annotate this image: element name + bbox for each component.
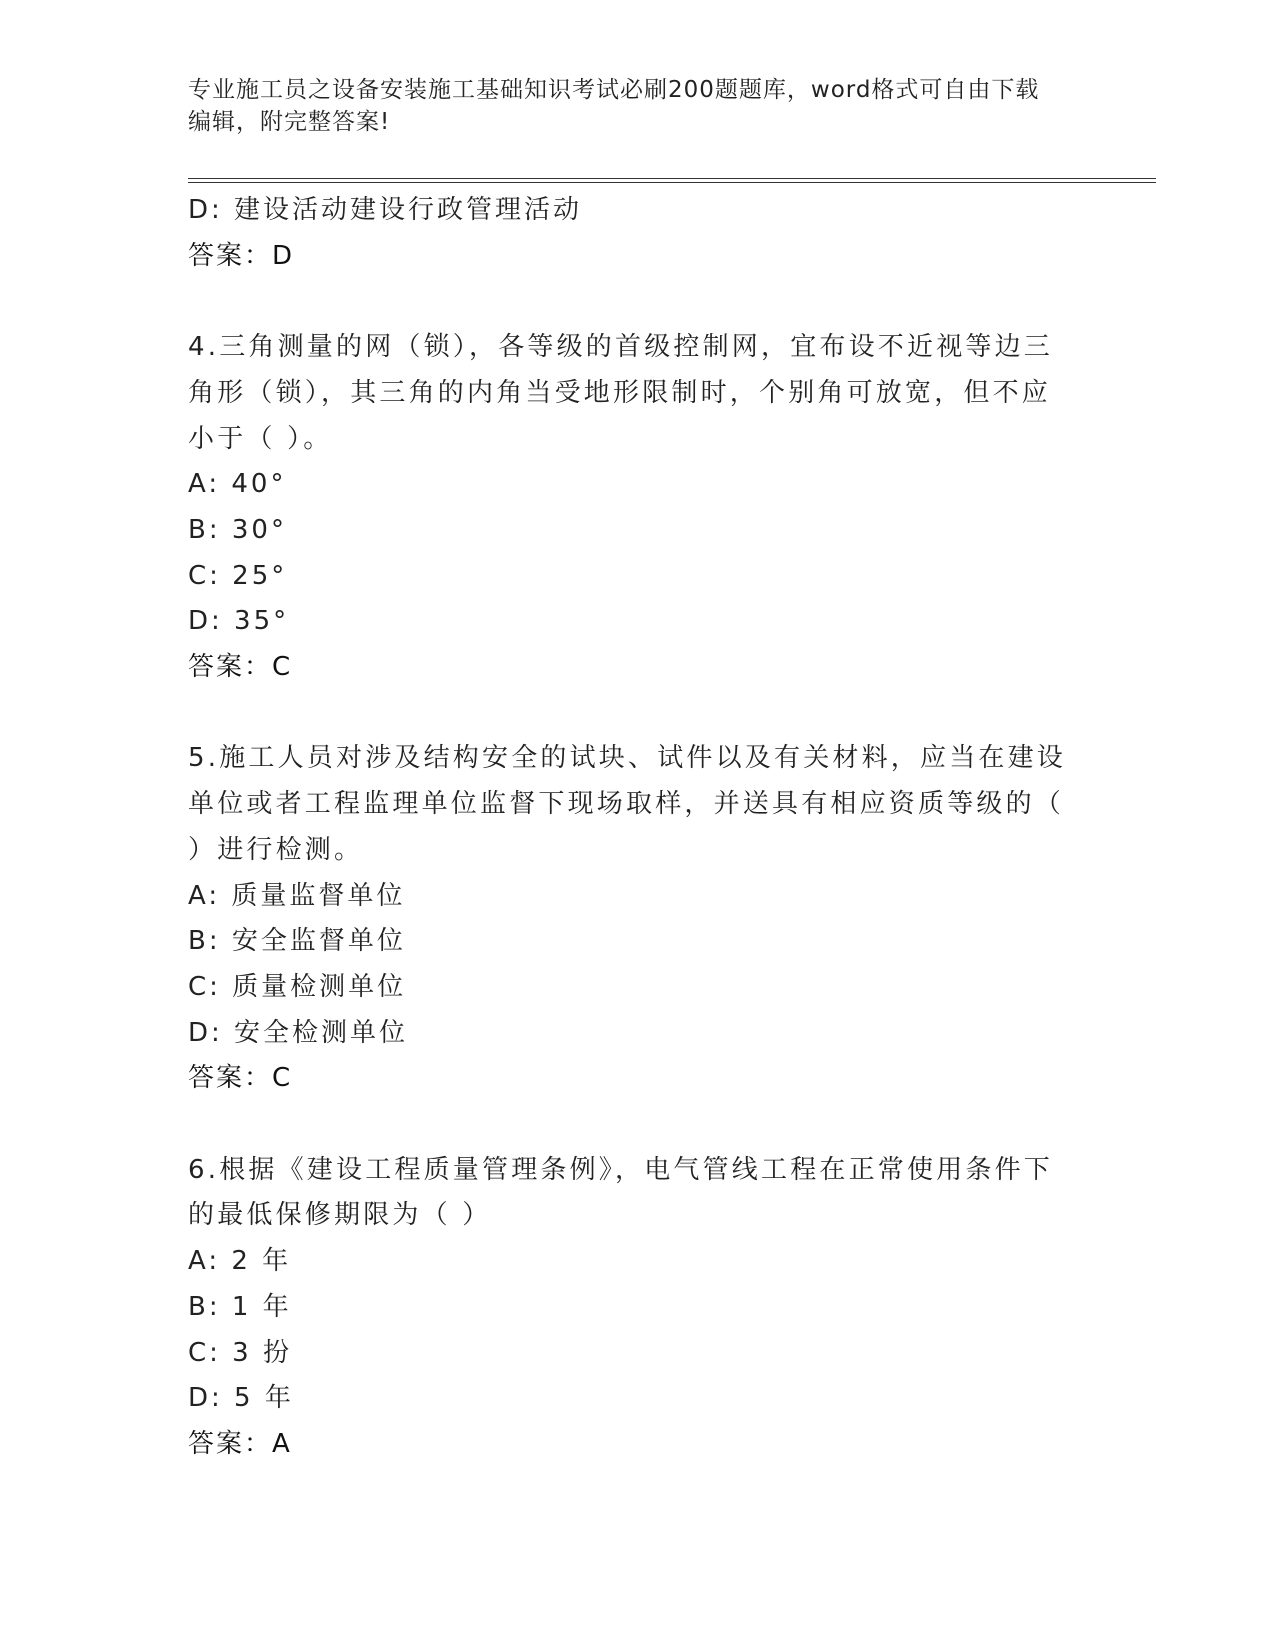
- header-divider-bottom: [188, 182, 1156, 183]
- header-line-1: 专业施工员之设备安装施工基础知识考试必刷200题题库，word格式可自由下载: [188, 77, 1040, 103]
- option-c: C: 质量检测单位: [188, 971, 407, 1002]
- previous-question-tail: [188, 188, 1068, 279]
- question-text-line: 的最低保修期限为（ ）: [188, 1200, 492, 1231]
- question-text-line: 5.施工人员对涉及结构安全的试块、试件以及有关材料，应当在建设: [188, 743, 1067, 774]
- option-b: B: 30°: [188, 514, 287, 545]
- option-c: C: 25°: [188, 560, 288, 591]
- answer: 答案：A: [188, 1428, 292, 1459]
- question-text: [188, 736, 1068, 873]
- option-a: A: 质量监督单位: [188, 880, 406, 911]
- document-body: [188, 188, 1068, 1468]
- answer: 答案：D: [188, 240, 295, 271]
- question-text-line: 角形（锁），其三角的内角当受地形限制时，个别角可放宽，但不应: [188, 377, 1052, 408]
- answer: 答案：C: [188, 1063, 293, 1094]
- question-text-line: ）进行检测。: [188, 834, 364, 865]
- option-a: A: 2 年: [188, 1246, 292, 1277]
- question-text-line: 6.根据《建设工程质量管理条例》，电气管线工程在正常使用条件下: [188, 1154, 1054, 1185]
- question-6: [188, 1148, 1068, 1468]
- question-4: [188, 325, 1068, 691]
- option-a: A: 40°: [188, 469, 287, 500]
- option-c: C: 3 扮: [188, 1337, 292, 1368]
- option-d: D: 35°: [188, 606, 290, 637]
- answer: 答案：C: [188, 652, 293, 683]
- header-line-2: 编辑，附完整答案!: [188, 109, 391, 135]
- document-header: [188, 74, 1088, 138]
- spacer: [188, 1102, 1068, 1148]
- question-text-line: 4.三角测量的网（锁），各等级的首级控制网，宜布设不近视等边三: [188, 332, 1054, 363]
- option-d: D: 安全检测单位: [188, 1017, 409, 1048]
- question-text-line: 小于（ ）。: [188, 423, 333, 454]
- option-d: D: 5 年: [188, 1383, 294, 1414]
- question-text: [188, 325, 1068, 462]
- spacer: [188, 279, 1068, 325]
- question-text: [188, 1148, 1068, 1239]
- header-divider-top: [188, 178, 1156, 179]
- option-d: D: 建设活动建设行政管理活动: [188, 195, 583, 225]
- spacer: [188, 691, 1068, 737]
- question-5: [188, 736, 1068, 1102]
- option-b: B: 1 年: [188, 1291, 292, 1322]
- option-b: B: 安全监督单位: [188, 926, 406, 957]
- question-text-line: 单位或者工程监理单位监督下现场取样，并送具有相应资质等级的（: [188, 789, 1065, 820]
